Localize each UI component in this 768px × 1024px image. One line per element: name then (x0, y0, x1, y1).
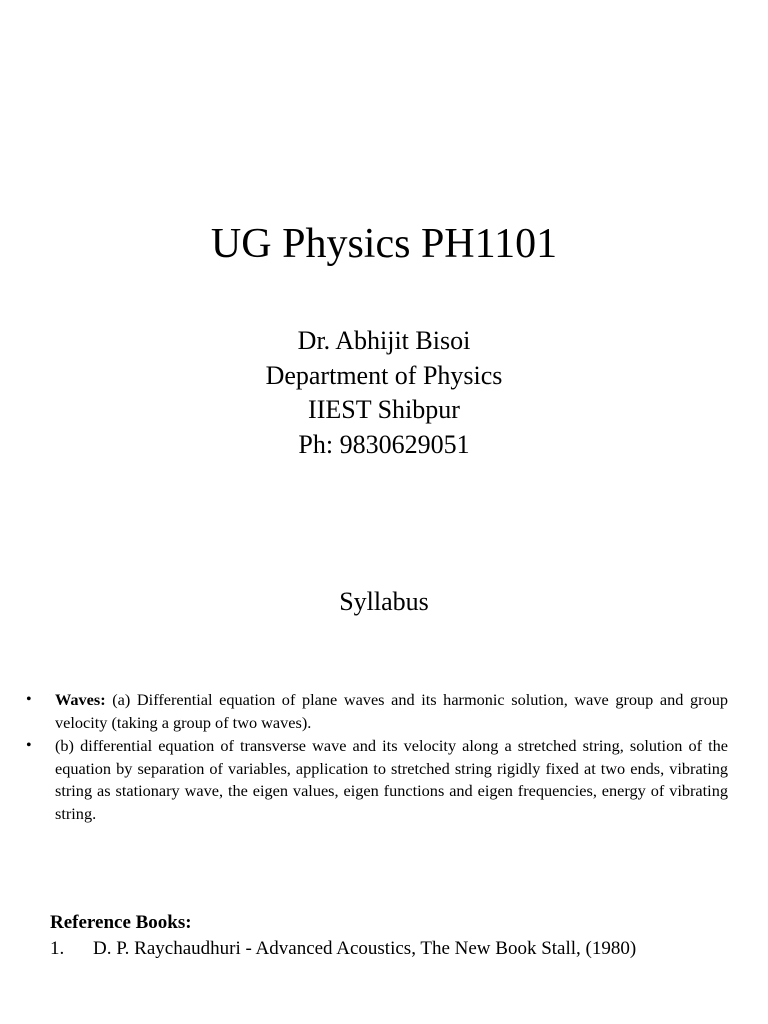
syllabus-item-waves-a (0, 689, 768, 734)
author-department: Department of Physics (265, 360, 503, 390)
syllabus-item-text: (b) differential equation of transverse wave and its velocity along a stretched string, solution of the equation by separation of variables, application to stretched string rigidly fixed at two ends, vibrating string as stationary wave, the eigen values, eigen functions and eigen frequencies, energy of vibrating string. (55, 736, 728, 823)
author-block (0, 324, 768, 462)
author-phone: Ph: 9830629051 (298, 429, 470, 459)
reference-number: 1. (50, 938, 65, 959)
author-name: Dr. Abhijit Bisoi (297, 326, 471, 355)
bullet-icon: • (26, 737, 32, 754)
syllabus-heading: Syllabus (339, 587, 429, 616)
syllabus-list (0, 689, 768, 826)
reference-text: D. P. Raychaudhuri - Advanced Acoustics, The New Book Stall, (1980) (93, 938, 637, 959)
syllabus-item-text: (a) Differential equation of plane waves and its harmonic solution, wave group and group velocity (taking a group of two waves). (55, 690, 728, 732)
bullet-icon: • (26, 691, 32, 708)
document-title: UG Physics PH1101 (210, 221, 558, 267)
syllabus-item-label: Waves: (55, 690, 106, 709)
reference-books-heading: Reference Books: (50, 912, 192, 933)
syllabus-item-waves-b (0, 735, 768, 825)
author-institute: IIEST Shibpur (308, 395, 460, 424)
